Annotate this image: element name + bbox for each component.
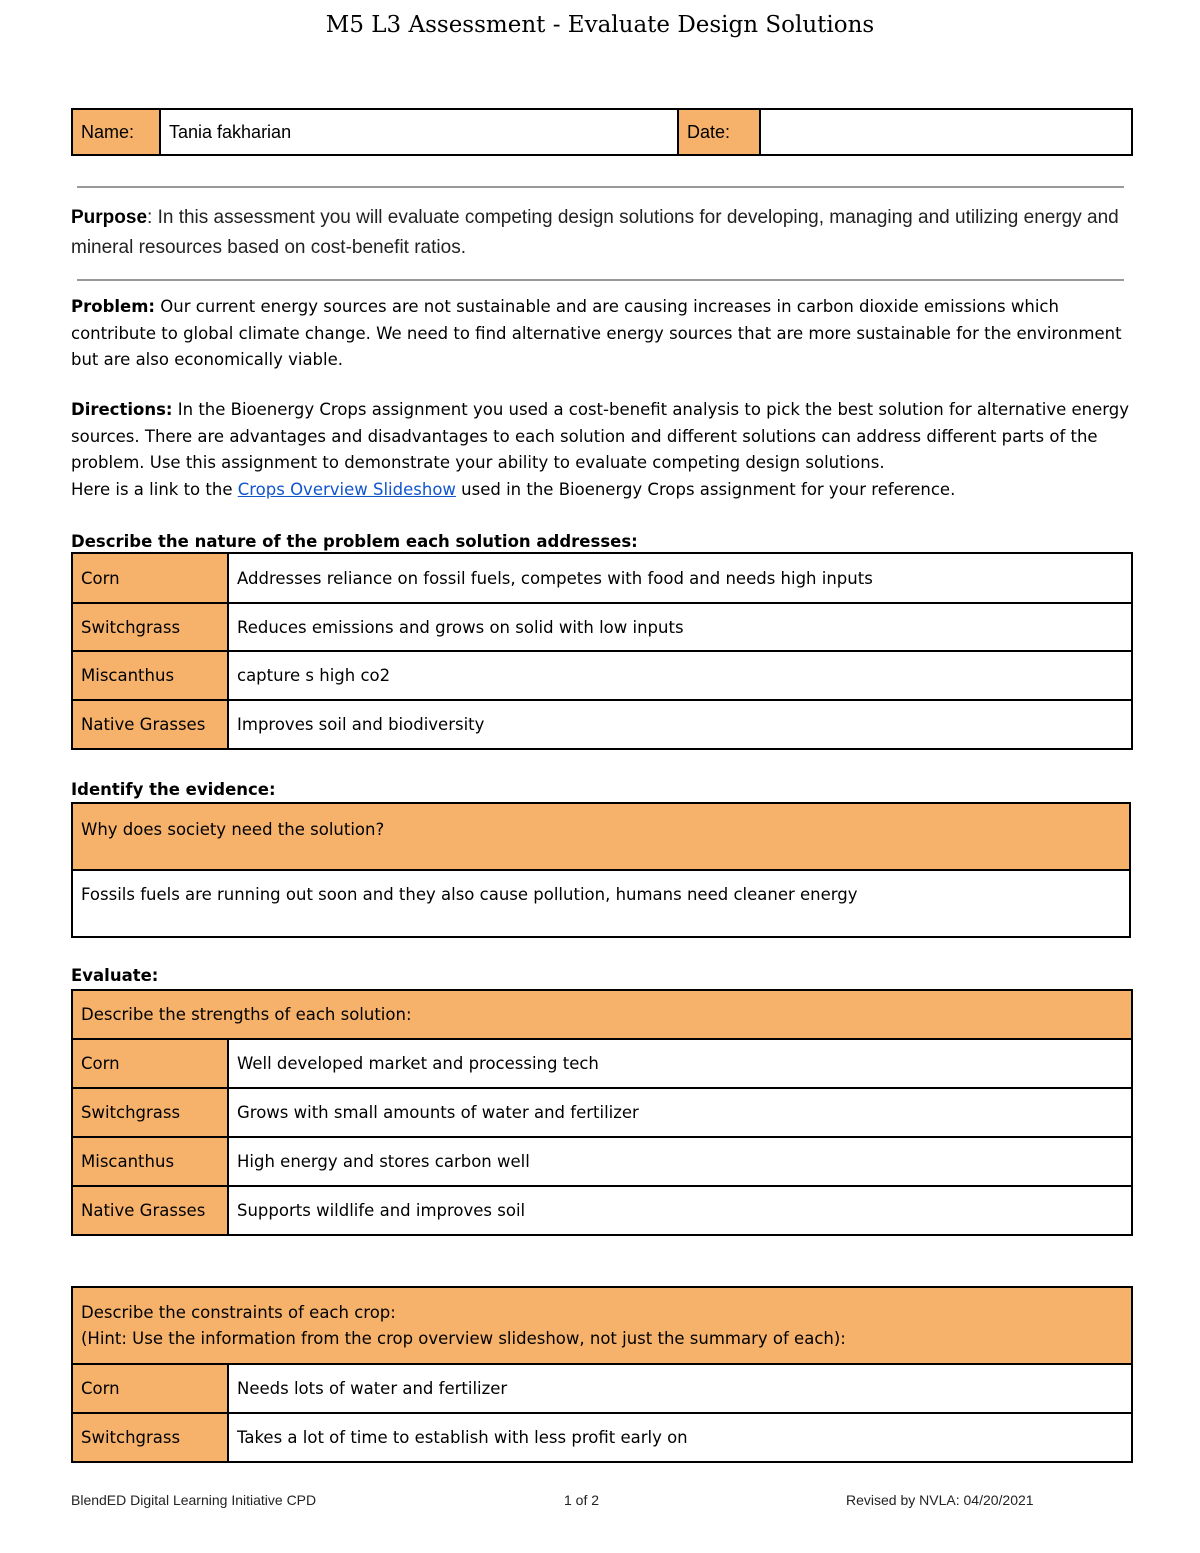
answer-cell[interactable]: Reduces emissions and grows on solid with low inputs [228,603,1132,651]
evidence-table [71,802,1131,938]
directions-paragraph [71,397,1131,503]
purpose-label: Purpose [71,207,148,228]
constraints-header [72,1287,1132,1364]
table-row [72,1039,1132,1088]
evidence-question: Why does society need the solution? [72,803,1130,870]
crop-label: Miscanthus [72,1137,228,1186]
strengths-header: Describe the strengths of each solution: [72,990,1132,1039]
crop-label: Switchgrass [72,603,228,651]
footer-page-number: 1 of 2 [564,1492,600,1508]
footer-left: BlendED Digital Learning Initiative CPD [71,1492,317,1508]
answer-cell[interactable]: High energy and stores carbon well [228,1137,1132,1186]
table-row [72,651,1132,700]
answer-cell[interactable]: Well developed market and processing tech [228,1039,1132,1088]
crop-label: Native Grasses [72,1186,228,1235]
crop-label: Corn [72,1364,228,1413]
answer-cell[interactable]: Supports wildlife and improves soil [228,1186,1132,1235]
purpose-paragraph [71,203,1131,263]
link-suffix: used in the Bioenergy Crops assignment for your reference. [455,479,956,499]
page-title: M5 L3 Assessment - Evaluate Design Solutions [325,12,875,38]
table-row [72,1088,1132,1137]
table-row [72,603,1132,651]
answer-cell[interactable]: capture s high co2 [228,651,1132,700]
crop-label: Switchgrass [72,1088,228,1137]
problem-text: Our current energy sources are not sustainable and are causing increases in carbon dioxide emissions which contribute to global climate change. We need to find alternative energy sources that are more sustainable for the environment but are also economically viable. [71,297,1122,369]
date-label: Date: [678,109,760,155]
crop-label: Corn [72,553,228,603]
purpose-text: : In this assessment you will evaluate competing design solutions for developing, managing and utilizing energy and mineral resources based on cost-benefit ratios. [71,207,1119,258]
answer-cell[interactable]: Improves soil and biodiversity [228,700,1132,749]
name-date-table [71,108,1133,156]
name-label: Name: [72,109,160,155]
evidence-answer[interactable]: Fossils fuels are running out soon and they also cause pollution, humans need cleaner energy [72,870,1130,937]
constraints-table [71,1286,1133,1463]
crop-label: Miscanthus [72,651,228,700]
strengths-table [71,989,1133,1236]
answer-cell[interactable]: Grows with small amounts of water and fertilizer [228,1088,1132,1137]
table-row [72,553,1132,603]
directions-label: Directions: [71,400,173,419]
directions-text: In the Bioenergy Crops assignment you used a cost-benefit analysis to pick the best solution for alternative energy sources. There are advantages and disadvantages to each solution and different solutions can address different parts of the problem. Use this assignment to demonstrate your ability to evaluate competing design solutions. [71,400,1129,472]
constraints-header-line1: Describe the constraints of each crop: [81,1302,396,1322]
divider-bottom [77,279,1124,281]
evaluate-heading: Evaluate: [71,966,159,985]
evidence-heading: Identify the evidence: [71,780,276,799]
divider-top [77,186,1124,188]
table-row [72,1413,1132,1462]
crops-overview-link[interactable]: Crops Overview Slideshow [237,479,456,499]
constraints-header-line2: (Hint: Use the information from the crop overview slideshow, not just the summary of each): [81,1328,846,1348]
answer-cell[interactable]: Addresses reliance on fossil fuels, competes with food and needs high inputs [228,553,1132,603]
footer-revised: Revised by NVLA: 04/20/2021 [846,1492,1034,1508]
date-field[interactable] [760,109,1132,155]
nature-table [71,552,1133,750]
nature-heading: Describe the nature of the problem each solution addresses: [71,532,638,551]
crop-label: Corn [72,1039,228,1088]
table-row [72,1186,1132,1235]
table-row [72,700,1132,749]
name-field[interactable]: Tania fakharian [160,109,678,155]
answer-cell[interactable]: Takes a lot of time to establish with less profit early on [228,1413,1132,1462]
table-row [72,1364,1132,1413]
crop-label: Switchgrass [72,1413,228,1462]
problem-paragraph [71,294,1131,374]
problem-label: Problem: [71,297,156,316]
crop-label: Native Grasses [72,700,228,749]
link-prefix: Here is a link to the [71,479,238,499]
answer-cell[interactable]: Needs lots of water and fertilizer [228,1364,1132,1413]
table-row [72,1137,1132,1186]
